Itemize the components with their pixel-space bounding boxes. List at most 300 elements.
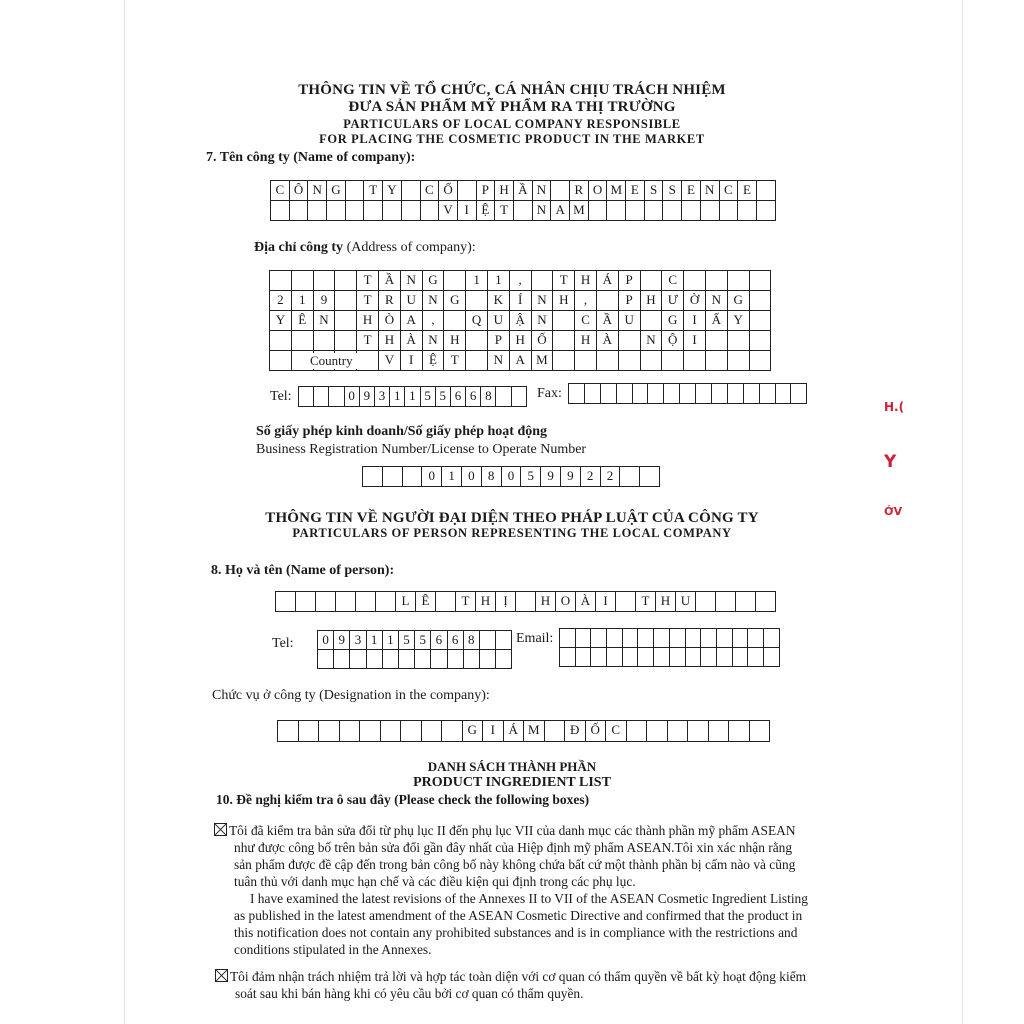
grid-cell bbox=[738, 201, 757, 221]
grid-cell bbox=[682, 201, 701, 221]
grid-cell bbox=[764, 648, 780, 667]
grid-cell bbox=[729, 721, 750, 742]
grid-cell bbox=[327, 201, 346, 221]
grid-cell: R bbox=[379, 291, 401, 311]
grid-cell bbox=[296, 592, 316, 612]
grid-cell: H bbox=[536, 592, 556, 612]
grid-cell bbox=[415, 650, 431, 669]
grid-cell bbox=[750, 721, 771, 742]
grid-cell bbox=[696, 592, 716, 612]
header-en-line1: PARTICULARS OF LOCAL COMPANY RESPONSIBLE bbox=[343, 117, 681, 131]
grid-cell: Ầ bbox=[379, 271, 401, 291]
grid-cell bbox=[532, 271, 554, 291]
grid-cell bbox=[356, 592, 376, 612]
grid-cell: T bbox=[553, 271, 575, 291]
grid-cell: N bbox=[401, 271, 423, 291]
grid-cell: 6 bbox=[448, 631, 464, 650]
grid-cell bbox=[270, 331, 292, 351]
grid-cell: G bbox=[728, 291, 750, 311]
check1-vn-line3: sản phẩm được đề cập đến trong bản công bố này không chứa bất cứ một thành phần bị cấm nào và cũng bbox=[234, 857, 796, 872]
grid-cell bbox=[750, 351, 772, 371]
grid-cell: H bbox=[510, 331, 532, 351]
grid-cell: I bbox=[684, 331, 706, 351]
grid-cell: 6 bbox=[466, 387, 481, 407]
grid-cell bbox=[436, 592, 456, 612]
grid-cell bbox=[607, 201, 626, 221]
grid-cell bbox=[623, 648, 639, 667]
ingredient-section-label: 10. Đề nghị kiểm tra ô sau đây (Please check the following boxes) bbox=[216, 792, 590, 807]
grid-cell: I bbox=[596, 592, 616, 612]
grid-cell bbox=[756, 592, 776, 612]
grid-cell bbox=[720, 201, 739, 221]
grid-cell bbox=[670, 629, 686, 648]
grid-cell bbox=[363, 467, 383, 487]
grid-cell bbox=[709, 721, 730, 742]
grid-cell bbox=[728, 351, 750, 371]
grid-cell bbox=[464, 650, 480, 669]
grid-cell bbox=[750, 331, 772, 351]
grid-cell: M bbox=[607, 181, 626, 201]
grid-cell: Ầ bbox=[514, 181, 533, 201]
grid-cell: N bbox=[532, 311, 554, 331]
grid-cell bbox=[335, 311, 357, 331]
grid-cell bbox=[696, 384, 712, 404]
grid-cell bbox=[316, 592, 336, 612]
grid-cell bbox=[340, 721, 361, 742]
grid-cell bbox=[712, 384, 728, 404]
grid-cell: H bbox=[641, 291, 663, 311]
grid-cell: N bbox=[308, 181, 327, 201]
designation-grid[interactable] bbox=[277, 720, 770, 742]
email-grid[interactable] bbox=[559, 628, 780, 667]
grid-cell: , bbox=[423, 311, 445, 331]
check1-en-line1: I have examined the latest revisions of the Annexes II to VII of the ASEAN Cosmetic Ingredient Listing bbox=[250, 891, 808, 906]
check2-checkbox[interactable] bbox=[215, 969, 228, 982]
grid-cell bbox=[750, 291, 772, 311]
grid-cell bbox=[335, 331, 357, 351]
grid-cell: N bbox=[314, 311, 336, 331]
grid-cell: Á bbox=[597, 271, 619, 291]
grid-cell: T bbox=[364, 181, 383, 201]
check1-block bbox=[214, 822, 808, 958]
grid-cell bbox=[292, 331, 314, 351]
grid-cell bbox=[314, 271, 336, 291]
grid-cell bbox=[402, 201, 421, 221]
grid-cell bbox=[591, 648, 607, 667]
rep-tel-grid[interactable] bbox=[317, 630, 512, 669]
grid-cell bbox=[616, 592, 636, 612]
grid-cell bbox=[701, 201, 720, 221]
grid-cell: 9 bbox=[541, 467, 561, 487]
grid-cell bbox=[318, 650, 334, 669]
grid-cell: G bbox=[662, 311, 684, 331]
country-label: Country bbox=[306, 353, 357, 369]
grid-cell bbox=[641, 351, 663, 371]
grid-cell: 5 bbox=[436, 387, 451, 407]
grid-cell: A bbox=[551, 201, 570, 221]
grid-cell bbox=[701, 629, 717, 648]
grid-cell: O bbox=[556, 592, 576, 612]
grid-cell: H bbox=[575, 271, 597, 291]
grid-cell bbox=[516, 592, 536, 612]
grid-cell bbox=[383, 650, 399, 669]
grid-cell bbox=[576, 648, 592, 667]
grid-cell: H bbox=[379, 331, 401, 351]
grid-cell bbox=[662, 351, 684, 371]
header-vn-line1: THÔNG TIN VỀ TỔ CHỨC, CÁ NHÂN CHỊU TRÁCH NHIỆM bbox=[298, 82, 726, 98]
grid-cell bbox=[553, 311, 575, 331]
grid-cell: Ờ bbox=[684, 291, 706, 311]
grid-cell: Ư bbox=[662, 291, 684, 311]
check2-line1: Tôi đảm nhận trách nhiệm trả lời và hợp tác toàn diện với cơ quan có thẩm quyền về bất kỳ hoạt động kiểm bbox=[230, 969, 807, 984]
grid-cell: O bbox=[589, 181, 608, 201]
grid-cell bbox=[717, 648, 733, 667]
grid-cell bbox=[626, 201, 645, 221]
grid-cell bbox=[654, 648, 670, 667]
check1-vn-line4: tuân thủ với danh mục hạn chế và các điều kiện qui định trong các phụ lục. bbox=[234, 874, 636, 889]
stamp-fragment-1: H.( bbox=[884, 400, 905, 414]
grid-cell: I bbox=[684, 311, 706, 331]
grid-cell: Y bbox=[270, 311, 292, 331]
grid-cell bbox=[329, 387, 344, 407]
grid-cell: H bbox=[495, 181, 514, 201]
grid-cell: T bbox=[357, 331, 379, 351]
grid-cell bbox=[591, 629, 607, 648]
grid-cell bbox=[364, 201, 383, 221]
grid-cell: 8 bbox=[481, 387, 496, 407]
grid-cell: N bbox=[423, 331, 445, 351]
grid-cell: V bbox=[379, 351, 401, 371]
check1-en-line2: as published in the latest amendment of the ASEAN Cosmetic Directive and confirmed that the product in bbox=[234, 908, 803, 923]
grid-cell bbox=[623, 629, 639, 648]
grid-cell: G bbox=[463, 721, 484, 742]
grid-cell: 5 bbox=[399, 631, 415, 650]
grid-cell bbox=[760, 384, 776, 404]
grid-cell: C bbox=[421, 181, 440, 201]
grid-cell: I bbox=[483, 721, 504, 742]
grid-cell bbox=[431, 650, 447, 669]
grid-cell: Á bbox=[504, 721, 525, 742]
grid-cell: T bbox=[636, 592, 656, 612]
grid-cell bbox=[545, 721, 566, 742]
grid-cell: À bbox=[597, 331, 619, 351]
grid-cell bbox=[641, 311, 663, 331]
grid-cell: Ê bbox=[292, 311, 314, 331]
grid-cell bbox=[633, 384, 649, 404]
grid-cell bbox=[335, 291, 357, 311]
grid-cell: Ố bbox=[586, 721, 607, 742]
grid-cell: À bbox=[576, 592, 596, 612]
grid-cell: 0 bbox=[462, 467, 482, 487]
grid-cell bbox=[444, 271, 466, 291]
grid-cell bbox=[367, 650, 383, 669]
rep-header-vn: THÔNG TIN VỀ NGƯỜI ĐẠI DIỆN THEO PHÁP LUẬT CỦA CÔNG TY bbox=[265, 510, 759, 526]
grid-cell bbox=[381, 721, 402, 742]
grid-cell bbox=[496, 387, 511, 407]
grid-cell: 2 bbox=[601, 467, 621, 487]
grid-cell bbox=[748, 648, 764, 667]
grid-cell bbox=[346, 201, 365, 221]
grid-cell: Ấ bbox=[706, 311, 728, 331]
grid-cell bbox=[480, 650, 496, 669]
grid-cell: S bbox=[663, 181, 682, 201]
grid-cell: T bbox=[357, 271, 379, 291]
grid-cell: H bbox=[656, 592, 676, 612]
grid-cell: Ị bbox=[496, 592, 516, 612]
grid-cell: I bbox=[401, 351, 423, 371]
grid-cell bbox=[399, 650, 415, 669]
header-en-line2: FOR PLACING THE COSMETIC PRODUCT IN THE MARKET bbox=[319, 132, 705, 146]
grid-cell: C bbox=[720, 181, 739, 201]
grid-cell: N bbox=[533, 201, 552, 221]
grid-cell bbox=[733, 629, 749, 648]
grid-cell: Ậ bbox=[510, 311, 532, 331]
grid-cell bbox=[422, 721, 443, 742]
grid-cell bbox=[733, 648, 749, 667]
grid-cell: P bbox=[619, 291, 641, 311]
grid-cell bbox=[627, 721, 648, 742]
grid-cell bbox=[670, 648, 686, 667]
address-label bbox=[254, 240, 476, 256]
grid-cell: I bbox=[458, 201, 477, 221]
grid-cell: T bbox=[495, 201, 514, 221]
grid-cell: L bbox=[396, 592, 416, 612]
grid-cell bbox=[791, 384, 807, 404]
grid-cell bbox=[276, 592, 296, 612]
grid-cell bbox=[401, 721, 422, 742]
grid-cell: Ổ bbox=[439, 181, 458, 201]
address-label-rest: (Address of company): bbox=[343, 240, 476, 255]
grid-cell bbox=[620, 467, 640, 487]
grid-cell: Ệ bbox=[423, 351, 445, 371]
grid-cell bbox=[648, 384, 664, 404]
grid-cell: P bbox=[477, 181, 496, 201]
grid-cell bbox=[357, 351, 379, 371]
ingredient-title-en: PRODUCT INGREDIENT LIST bbox=[413, 775, 611, 790]
grid-cell: T bbox=[456, 592, 476, 612]
grid-cell: Y bbox=[728, 311, 750, 331]
grid-cell: Ệ bbox=[477, 201, 496, 221]
rep-name-grid[interactable] bbox=[275, 591, 776, 612]
grid-cell bbox=[663, 201, 682, 221]
grid-cell: A bbox=[510, 351, 532, 371]
grid-cell: E bbox=[738, 181, 757, 201]
grid-cell: 1 bbox=[292, 291, 314, 311]
grid-cell bbox=[647, 721, 668, 742]
grid-cell bbox=[383, 467, 403, 487]
grid-cell bbox=[688, 721, 709, 742]
grid-cell: Ố bbox=[532, 331, 554, 351]
grid-cell bbox=[757, 201, 776, 221]
company-name-grid[interactable] bbox=[270, 180, 776, 221]
grid-cell: 9 bbox=[334, 631, 350, 650]
grid-cell: 8 bbox=[464, 631, 480, 650]
grid-cell bbox=[607, 629, 623, 648]
grid-cell bbox=[292, 271, 314, 291]
grid-cell: N bbox=[701, 181, 720, 201]
grid-cell: M bbox=[532, 351, 554, 371]
grid-cell bbox=[680, 384, 696, 404]
grid-cell bbox=[496, 631, 512, 650]
grid-cell bbox=[551, 181, 570, 201]
grid-cell: H bbox=[444, 331, 466, 351]
grid-cell: Y bbox=[383, 181, 402, 201]
check1-en-line3: this notification does not contain any prohibited substances and is in compliance with the restrictions and bbox=[234, 925, 798, 940]
grid-cell bbox=[619, 351, 641, 371]
grid-cell bbox=[764, 629, 780, 648]
grid-cell: , bbox=[510, 271, 532, 291]
grid-cell: Ò bbox=[379, 311, 401, 331]
check1-checkbox[interactable] bbox=[214, 823, 227, 836]
license-grid[interactable] bbox=[362, 466, 660, 487]
grid-cell: N bbox=[706, 291, 728, 311]
grid-cell bbox=[619, 331, 641, 351]
grid-cell bbox=[278, 721, 299, 742]
grid-cell bbox=[641, 271, 663, 291]
grid-cell: P bbox=[619, 271, 641, 291]
grid-cell: 9 bbox=[561, 467, 581, 487]
grid-cell bbox=[402, 181, 421, 201]
grid-cell: C bbox=[606, 721, 627, 742]
license-label-en: Business Registration Number/License to Operate Number bbox=[256, 442, 587, 457]
grid-cell bbox=[576, 629, 592, 648]
grid-cell bbox=[553, 351, 575, 371]
grid-cell: , bbox=[575, 291, 597, 311]
grid-cell: 9 bbox=[360, 387, 375, 407]
grid-cell: 1 bbox=[383, 631, 399, 650]
license-label: Số giấy phép kinh doanh/Số giấy phép hoạt động bbox=[256, 424, 548, 439]
check2-block bbox=[215, 968, 806, 1002]
header-vn-line2: ĐƯA SẢN PHẨM MỸ PHẨM RA THỊ TRƯỜNG bbox=[348, 99, 676, 115]
grid-cell bbox=[668, 721, 689, 742]
grid-cell bbox=[466, 331, 488, 351]
check2-line2: soát sau khi bán hàng khi có yêu cầu bởi cơ quan có thẩm quyền. bbox=[235, 986, 584, 1001]
grid-cell: 1 bbox=[466, 271, 488, 291]
grid-cell bbox=[466, 351, 488, 371]
grid-cell: P bbox=[488, 331, 510, 351]
grid-cell: 6 bbox=[451, 387, 466, 407]
grid-cell: 6 bbox=[431, 631, 447, 650]
grid-cell bbox=[654, 629, 670, 648]
check1-en-line4: conditions stipulated in the Annexes. bbox=[234, 942, 432, 957]
address-label-bold: Địa chỉ công ty bbox=[254, 240, 344, 255]
grid-cell bbox=[569, 384, 585, 404]
grid-cell bbox=[750, 311, 772, 331]
grid-cell bbox=[728, 384, 744, 404]
grid-cell: E bbox=[682, 181, 701, 201]
grid-cell: K bbox=[488, 291, 510, 311]
grid-cell: 5 bbox=[521, 467, 541, 487]
fax-label: Fax: bbox=[537, 386, 562, 401]
grid-cell: N bbox=[423, 291, 445, 311]
grid-cell bbox=[442, 721, 463, 742]
grid-cell: C bbox=[271, 181, 290, 201]
grid-cell bbox=[560, 648, 576, 667]
grid-cell bbox=[640, 467, 660, 487]
grid-cell: N bbox=[532, 291, 554, 311]
grid-cell: H bbox=[357, 311, 379, 331]
grid-cell: Ô bbox=[290, 181, 309, 201]
grid-cell bbox=[684, 271, 706, 291]
stamp-fragment-3: ỚV bbox=[884, 505, 903, 518]
stamp-fragment-2: Y bbox=[884, 452, 897, 472]
grid-cell bbox=[664, 384, 680, 404]
grid-cell bbox=[444, 311, 466, 331]
ingredient-title-vn: DANH SÁCH THÀNH PHẦN bbox=[427, 759, 597, 774]
grid-cell bbox=[308, 201, 327, 221]
grid-cell: E bbox=[626, 181, 645, 201]
grid-cell: N bbox=[533, 181, 552, 201]
grid-cell bbox=[270, 351, 292, 371]
grid-cell: 1 bbox=[390, 387, 405, 407]
grid-cell bbox=[645, 201, 664, 221]
grid-cell bbox=[336, 592, 356, 612]
grid-cell: 1 bbox=[405, 387, 420, 407]
company-tel-label: Tel: bbox=[270, 389, 292, 404]
grid-cell bbox=[496, 650, 512, 669]
grid-cell bbox=[750, 271, 772, 291]
grid-cell bbox=[686, 629, 702, 648]
grid-cell: G bbox=[423, 271, 445, 291]
grid-cell bbox=[638, 629, 654, 648]
grid-cell bbox=[575, 351, 597, 371]
grid-cell: U bbox=[676, 592, 696, 612]
grid-cell bbox=[448, 650, 464, 669]
grid-cell: 1 bbox=[442, 467, 462, 487]
grid-cell bbox=[701, 648, 717, 667]
grid-cell: 5 bbox=[415, 631, 431, 650]
grid-cell bbox=[466, 291, 488, 311]
grid-cell bbox=[585, 384, 601, 404]
grid-cell: 1 bbox=[367, 631, 383, 650]
grid-cell bbox=[458, 181, 477, 201]
grid-cell: 3 bbox=[350, 631, 366, 650]
grid-cell: 0 bbox=[345, 387, 360, 407]
fax-grid[interactable] bbox=[568, 383, 807, 404]
grid-cell bbox=[299, 721, 320, 742]
grid-cell bbox=[728, 271, 750, 291]
grid-cell: Đ bbox=[565, 721, 586, 742]
grid-cell bbox=[480, 631, 496, 650]
grid-cell bbox=[757, 181, 776, 201]
designation-label: Chức vụ ở công ty (Designation in the company): bbox=[212, 688, 490, 703]
grid-cell: N bbox=[488, 351, 510, 371]
grid-cell bbox=[686, 648, 702, 667]
company-section-label: 7. Tên công ty (Name of company): bbox=[206, 150, 416, 165]
company-tel-grid[interactable] bbox=[298, 386, 527, 407]
grid-cell bbox=[319, 721, 340, 742]
grid-cell bbox=[597, 351, 619, 371]
grid-cell: T bbox=[444, 351, 466, 371]
grid-cell: 1 bbox=[488, 271, 510, 291]
check1-vn-line1: Tôi đã kiểm tra bản sửa đổi từ phụ lục II đến phụ lục VII của danh mục các thành phần mỹ phẩm ASEAN bbox=[229, 823, 796, 838]
grid-cell bbox=[514, 201, 533, 221]
rep-header-en: PARTICULARS OF PERSON REPRESENTING THE LOCAL COMPANY bbox=[292, 526, 732, 540]
grid-cell bbox=[597, 291, 619, 311]
grid-cell: V bbox=[439, 201, 458, 221]
grid-cell bbox=[717, 629, 733, 648]
grid-cell: Ầ bbox=[597, 311, 619, 331]
grid-cell bbox=[271, 201, 290, 221]
grid-cell bbox=[376, 592, 396, 612]
grid-cell bbox=[589, 201, 608, 221]
grid-cell bbox=[638, 648, 654, 667]
grid-cell: 9 bbox=[314, 291, 336, 311]
grid-cell bbox=[706, 271, 728, 291]
grid-cell: 0 bbox=[422, 467, 442, 487]
email-label: Email: bbox=[516, 631, 554, 646]
grid-cell: Í bbox=[510, 291, 532, 311]
